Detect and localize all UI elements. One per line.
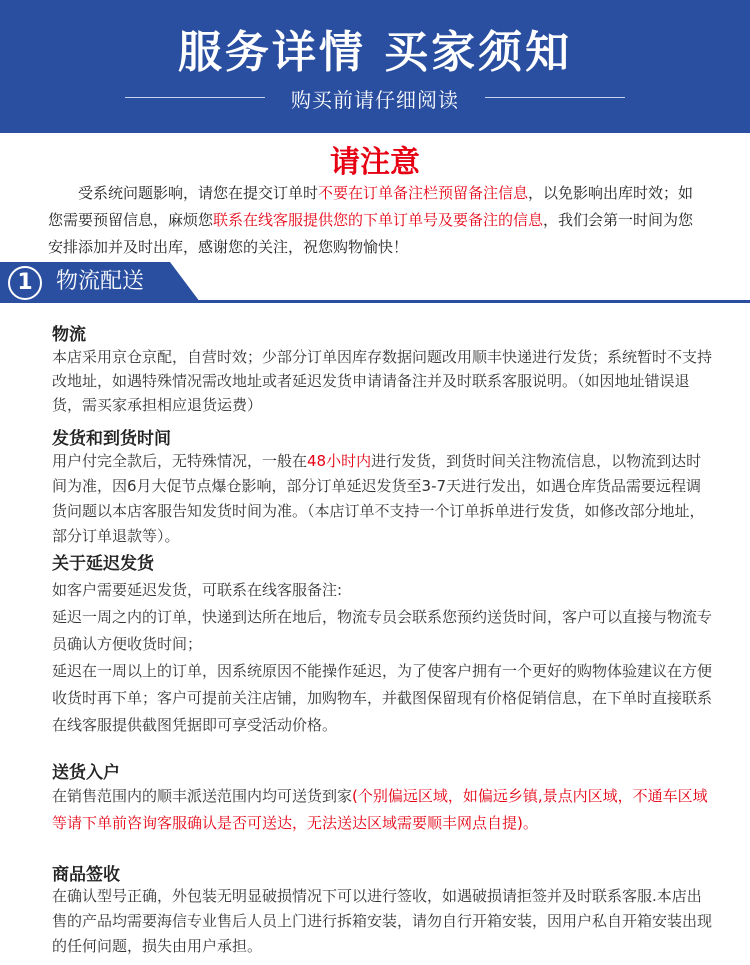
notice-text [48, 180, 708, 261]
page-title: 服务详情 买家须知 [177, 27, 573, 78]
delay-heading: 关于延迟发货 [52, 554, 154, 574]
delivery-heading: 送货入户 [52, 763, 120, 783]
section-label: 物流配送 [56, 269, 145, 294]
subtitle-divider-right [485, 97, 625, 98]
delivery-body-text: 在销售范围内的顺丰派送范围内均可送货到家 [52, 787, 353, 805]
page-subtitle: 购买前请仔细阅读 [291, 88, 459, 112]
shipping-body [52, 449, 712, 549]
shipping-highlight: 48小时内 [307, 452, 372, 470]
shipping-body-b: 进行发货，到货时间关注物流信息，以物流到达时间为准，因6月大促节点爆仓影响，部分订单延迟发货至3-7天进行发出，如遇仓库货品需要远程调货问题以本店客服告知发货时间为准。（本店订单不支持一个订单拆单进行发货，如修改部分地址，部分订单退款等）。 [52, 452, 705, 545]
section-header-logistics [0, 262, 750, 302]
delivery-highlight: (个别偏远区域，如偏远乡镇,景点内区域，不通车区域等请下单前咨询客服确认是否可送达，无法送达区域需要顺丰网点自提)。 [52, 787, 708, 832]
delivery-body [52, 783, 712, 837]
section-number-badge: 1 [8, 266, 42, 300]
notice-title: 请注意 [330, 145, 420, 180]
notice-text-2: ，以免影响出库时效；如您需要预留信息，麻烦您 [48, 184, 694, 229]
notice-text-1: 受系统问题影响，请您在提交订单时 [78, 184, 319, 202]
notice-highlight-1: 不要在订单备注栏预留备注信息 [318, 184, 529, 202]
delay-line-2: 延迟一周之内的订单，快递到达所在地后，物流专员会联系您预约送货时间，客户可以直接与物流专员确认方便收货时间； [52, 608, 713, 653]
notice-text-3: ，我们会第一时间为您安排添加并及时出库，感谢您的关注，祝您购物愉快！ [48, 211, 694, 256]
delay-line-1: 如客户需要延迟发货，可联系在线客服备注: [52, 581, 343, 599]
shipping-heading: 发货和到货时间 [52, 429, 171, 449]
header-banner [0, 0, 750, 133]
logistics-body: 本店采用京仓京配，自营时效；少部分订单因库存数据问题改用顺丰快递进行发货；系统暂时不支持改地址，如遇特殊情况需改地址或者延迟发货申请请备注并及时联系客服说明。（如因地址错误退货，需买家承担相应退货运费） [52, 348, 713, 414]
notice-highlight-2: 联系在线客服提供您的下单订单号及要备注的信息 [213, 211, 544, 229]
shipping-body-a: 用户付完全款后，无特殊情况，一般在 [52, 452, 308, 470]
logistics-heading: 物流 [52, 325, 86, 345]
delay-line-3: 延迟在一周以上的订单，因系统原因不能操作延迟，为了使客户拥有一个更好的购物体验建议在方便收货时再下单；客户可提前关注店铺，加购物车，并截图保留现有价格促销信息，在下单时直接联系在线客服提供截图凭据即可享受活动价格。 [52, 662, 713, 734]
signing-body: 在确认型号正确，外包装无明显破损情况下可以进行签收，如遇破损请拒签并及时联系客服.本店出售的产品均需要海信专业售后人员上门进行拆箱安装，请勿自行开箱安装，因用户私自开箱安装出现的任何问题，损失由用户承担。 [52, 887, 713, 955]
signing-heading: 商品签收 [52, 865, 120, 885]
